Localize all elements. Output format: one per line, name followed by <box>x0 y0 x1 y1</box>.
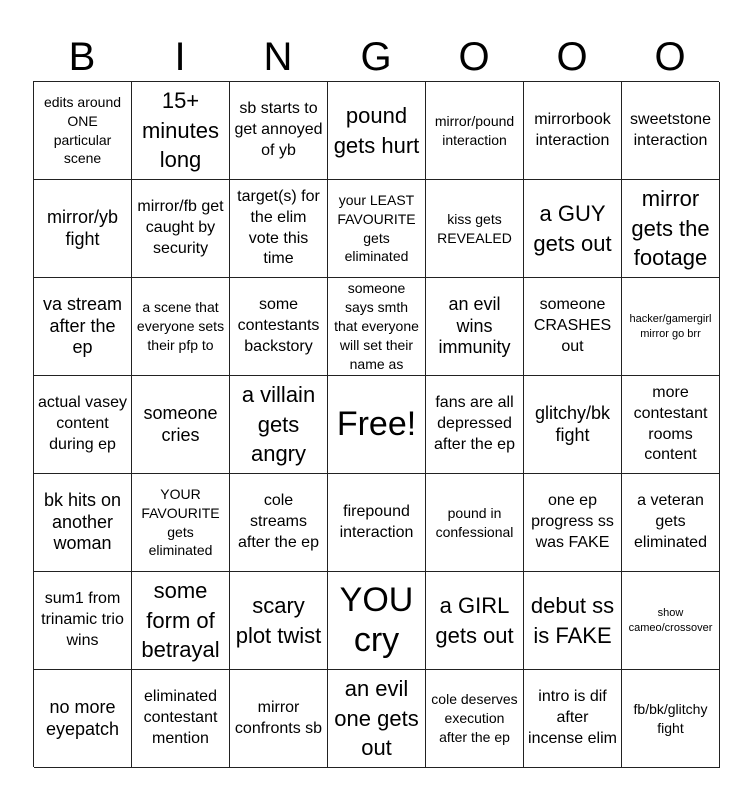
bingo-cell-r5-c1[interactable] <box>34 474 132 572</box>
bingo-cell-text: eliminated contestant mention <box>143 688 218 747</box>
bingo-cell-r6-c3[interactable] <box>230 572 328 670</box>
bingo-cell-r6-c5[interactable] <box>426 572 524 670</box>
bingo-cell-r7-c7[interactable] <box>622 670 720 768</box>
bingo-cell-r7-c2[interactable] <box>132 670 230 768</box>
bingo-cell-text: mirror/pound interaction <box>434 112 515 148</box>
bingo-cell-r3-c6[interactable] <box>524 278 622 376</box>
bingo-cell-text: a villain gets angry <box>241 381 316 467</box>
bingo-cell-text: no more eyepatch <box>45 696 120 739</box>
bingo-cell-r7-c3[interactable] <box>230 670 328 768</box>
bingo-cell-text: kiss gets REVEALED <box>437 210 512 246</box>
bingo-cell-r5-c3[interactable] <box>230 474 328 572</box>
bingo-cell-r6-c6[interactable] <box>524 572 622 670</box>
bingo-cell-text: sb starts to get annoyed of yb <box>234 100 323 159</box>
bingo-cell-r5-c4[interactable] <box>328 474 426 572</box>
bingo-cell-text: scary plot twist <box>235 592 322 648</box>
bingo-cell-text: pound gets hurt <box>333 102 420 158</box>
bingo-grid <box>33 81 719 767</box>
bingo-cell-r6-c4[interactable] <box>328 572 426 670</box>
bingo-cell-text: mirror/fb get caught by security <box>137 198 224 257</box>
bingo-cell-text: mirror gets the footage <box>631 185 710 271</box>
bingo-cell-text: a scene that everyone sets their pfp to <box>136 299 225 353</box>
bingo-cell-r4-c7[interactable] <box>622 376 720 474</box>
header-letter-b: B <box>68 35 96 79</box>
bingo-cell-text: a veteran gets eliminated <box>634 492 707 551</box>
bingo-cell-r2-c3[interactable] <box>230 180 328 278</box>
bingo-cell-r7-c5[interactable] <box>426 670 524 768</box>
bingo-cell-r2-c7[interactable] <box>622 180 720 278</box>
bingo-cell-text: 15+ minutes long <box>141 87 220 173</box>
bingo-cell-r4-c3[interactable] <box>230 376 328 474</box>
bingo-cell-r5-c2[interactable] <box>132 474 230 572</box>
bingo-cell-text: va stream after the ep <box>42 294 123 358</box>
bingo-cell-r1-c4[interactable] <box>328 82 426 180</box>
bingo-cell-text: YOU cry <box>339 581 414 659</box>
bingo-cell-text: some contestants backstory <box>237 296 320 355</box>
bingo-cell-r5-c6[interactable] <box>524 474 622 572</box>
bingo-cell-r3-c1[interactable] <box>34 278 132 376</box>
bingo-cell-r5-c7[interactable] <box>622 474 720 572</box>
bingo-cell-text: intro is dif after incense elim <box>528 688 617 747</box>
bingo-cell-text: show cameo/crossover <box>628 607 713 634</box>
bingo-cell-text: some form of betrayal <box>141 577 220 663</box>
bingo-cell-text: someone cries <box>143 402 218 445</box>
bingo-cell-r1-c7[interactable] <box>622 82 720 180</box>
bingo-cell-r4-c5[interactable] <box>426 376 524 474</box>
bingo-cell-text: cole deserves execution after the ep <box>431 691 518 745</box>
bingo-cell-text: an evil one gets out <box>334 675 419 761</box>
bingo-cell-text: more contestant rooms content <box>633 383 708 464</box>
bingo-cell-r6-c2[interactable] <box>132 572 230 670</box>
bingo-header <box>33 36 719 78</box>
bingo-cell-text: fb/bk/glitchy fight <box>633 700 708 736</box>
bingo-cell-r1-c2[interactable] <box>132 82 230 180</box>
bingo-cell-r7-c1[interactable] <box>34 670 132 768</box>
bingo-cell-text: Free! <box>336 404 417 443</box>
bingo-cell-r6-c7[interactable] <box>622 572 720 670</box>
bingo-cell-text: hacker/gamergirl mirror go brr <box>629 313 712 340</box>
bingo-cell-text: mirror confronts sb <box>234 698 323 737</box>
bingo-cell-r2-c1[interactable] <box>34 180 132 278</box>
bingo-cell-r3-c5[interactable] <box>426 278 524 376</box>
bingo-cell-text: someone CRASHES out <box>533 296 612 355</box>
bingo-cell-r6-c1[interactable] <box>34 572 132 670</box>
bingo-cell-text: edits around ONE particular scene <box>43 93 122 167</box>
bingo-cell-text: a GIRL gets out <box>435 592 514 648</box>
bingo-cell-r3-c7[interactable] <box>622 278 720 376</box>
bingo-cell-text: a GUY gets out <box>533 200 612 256</box>
bingo-cell-r7-c6[interactable] <box>524 670 622 768</box>
bingo-cell-text: cole streams after the ep <box>238 492 319 551</box>
bingo-cell-text: glitchy/bk fight <box>534 402 611 445</box>
bingo-cell-text: firepound interaction <box>339 502 414 541</box>
bingo-cell-r1-c6[interactable] <box>524 82 622 180</box>
bingo-cell-r2-c4[interactable] <box>328 180 426 278</box>
bingo-cell-text: mirror/yb fight <box>47 206 118 249</box>
bingo-cell-text: sweetstone interaction <box>630 110 711 149</box>
bingo-cell-text: your LEAST FAVOURITE gets eliminated <box>337 191 416 265</box>
bingo-cell-text: target(s) for the elim vote this time <box>237 187 320 268</box>
bingo-cell-r5-c5[interactable] <box>426 474 524 572</box>
bingo-cell-r4-c6[interactable] <box>524 376 622 474</box>
bingo-cell-r2-c2[interactable] <box>132 180 230 278</box>
bingo-cell-text: fans are all depressed after the ep <box>434 394 515 453</box>
bingo-cell-r4-c2[interactable] <box>132 376 230 474</box>
bingo-cell-r7-c4[interactable] <box>328 670 426 768</box>
header-letter-g: G <box>360 35 392 79</box>
bingo-cell-text: mirrorbook interaction <box>534 110 611 149</box>
bingo-cell-text: sum1 from trinamic trio wins <box>41 590 124 649</box>
bingo-cell-r3-c3[interactable] <box>230 278 328 376</box>
header-letter-o-2: O <box>556 35 588 79</box>
bingo-cell-text: YOUR FAVOURITE gets eliminated <box>141 485 220 559</box>
bingo-cell-r2-c5[interactable] <box>426 180 524 278</box>
bingo-cell-text: debut ss is FAKE <box>530 592 615 648</box>
bingo-cell-text: one ep progress ss was FAKE <box>531 492 614 551</box>
header-letter-o-3: O <box>654 35 686 79</box>
bingo-cell-r1-c1[interactable] <box>34 82 132 180</box>
bingo-cell-r1-c3[interactable] <box>230 82 328 180</box>
bingo-cell-text: an evil wins immunity <box>438 294 511 358</box>
bingo-cell-r3-c2[interactable] <box>132 278 230 376</box>
bingo-cell-text: pound in confessional <box>435 504 514 540</box>
bingo-cell-r1-c5[interactable] <box>426 82 524 180</box>
header-letter-n: N <box>263 35 293 79</box>
bingo-cell-text: someone says smth that everyone will set their name as <box>334 280 419 372</box>
bingo-cell-r2-c6[interactable] <box>524 180 622 278</box>
bingo-cell-text: actual vasey content during ep <box>38 394 127 453</box>
bingo-cell-r4-c4[interactable] <box>328 376 426 474</box>
bingo-cell-text: bk hits on another woman <box>43 490 122 554</box>
bingo-cell-r4-c1[interactable] <box>34 376 132 474</box>
header-letter-i: I <box>174 35 186 79</box>
header-letter-o-1: O <box>458 35 490 79</box>
bingo-cell-r3-c4[interactable] <box>328 278 426 376</box>
